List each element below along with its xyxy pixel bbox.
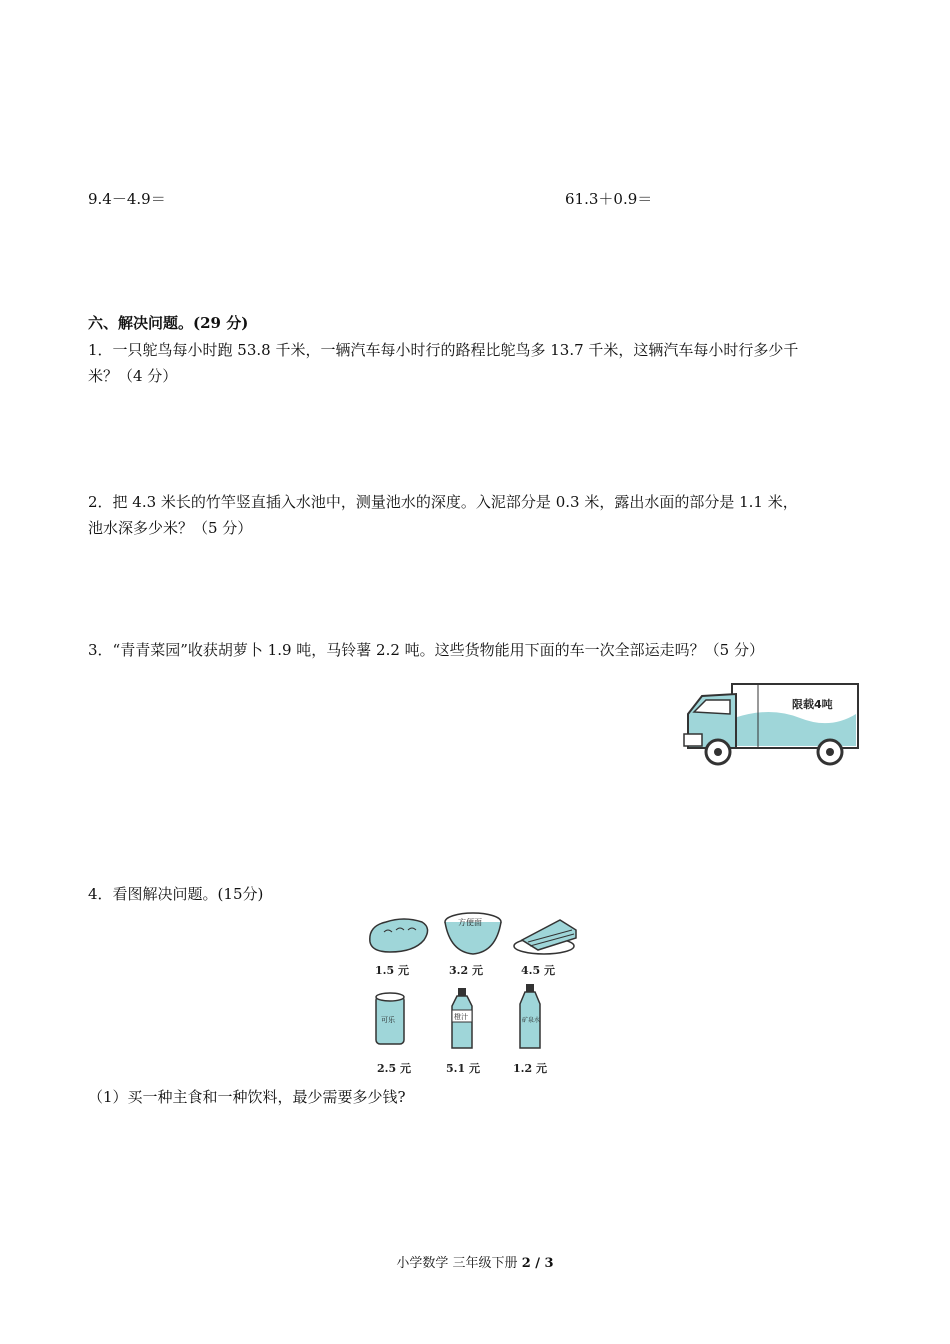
price-juice: 5.1 元 xyxy=(446,1062,480,1075)
page-footer xyxy=(0,1252,950,1271)
noodle-bowl-image xyxy=(440,908,506,958)
calc-right-expression: 61.3＋0.9＝ xyxy=(565,190,653,208)
question-1-line-2: 米？（4 分） xyxy=(88,367,178,385)
price-cola: 2.5 元 xyxy=(377,1062,411,1075)
water-bottle-image xyxy=(514,982,546,1052)
section-heading: 六、解决问题。(29 分) xyxy=(88,314,249,332)
question-4-sub-1: （1）买一种主食和一种饮料，最少需要多少钱? xyxy=(88,1088,406,1106)
cake-image xyxy=(510,906,582,958)
price-water: 1.2 元 xyxy=(513,1062,547,1075)
water-label: 矿泉水 xyxy=(522,1017,541,1024)
question-3-line-1: 3．“青青菜园”收获胡萝卜 1.9 吨，马铃薯 2.2 吨。这些货物能用下面的车一次全部运走吗？（5 分） xyxy=(88,641,764,659)
cola-can-image xyxy=(372,990,408,1048)
price-cake: 4.5 元 xyxy=(521,964,555,977)
page-number: 2 / 3 xyxy=(521,1256,554,1271)
juice-bottle-image xyxy=(446,986,478,1052)
question-2-line-1: 2．把 4.3 米长的竹竿竖直插入水池中，测量池水的深度。入泥部分是 0.3 米，露出水面的部分是 1.1 米， xyxy=(88,493,798,511)
footer-text: 小学数学 三年级下册 xyxy=(396,1256,522,1271)
price-noodle: 3.2 元 xyxy=(449,964,483,977)
question-1-line-1: 1．一只鸵鸟每小时跑 53.8 千米，一辆汽车每小时行的路程比鸵鸟多 13.7 千米，这辆汽车每小时行多少千 xyxy=(88,341,799,359)
question-4-line-1: 4．看图解决问题。(15分) xyxy=(88,885,264,903)
bread-image xyxy=(364,908,434,958)
truck-image xyxy=(680,678,866,778)
truck-capacity-label: 限载4吨 xyxy=(792,698,833,711)
cola-label: 可乐 xyxy=(381,1016,395,1024)
juice-label: 橙汁 xyxy=(454,1013,468,1021)
noodle-label: 方便面 xyxy=(458,918,482,927)
price-bread: 1.5 元 xyxy=(375,964,409,977)
question-2-line-2: 池水深多少米？（5 分） xyxy=(88,519,253,537)
calc-left-expression: 9.4－4.9＝ xyxy=(88,190,166,208)
